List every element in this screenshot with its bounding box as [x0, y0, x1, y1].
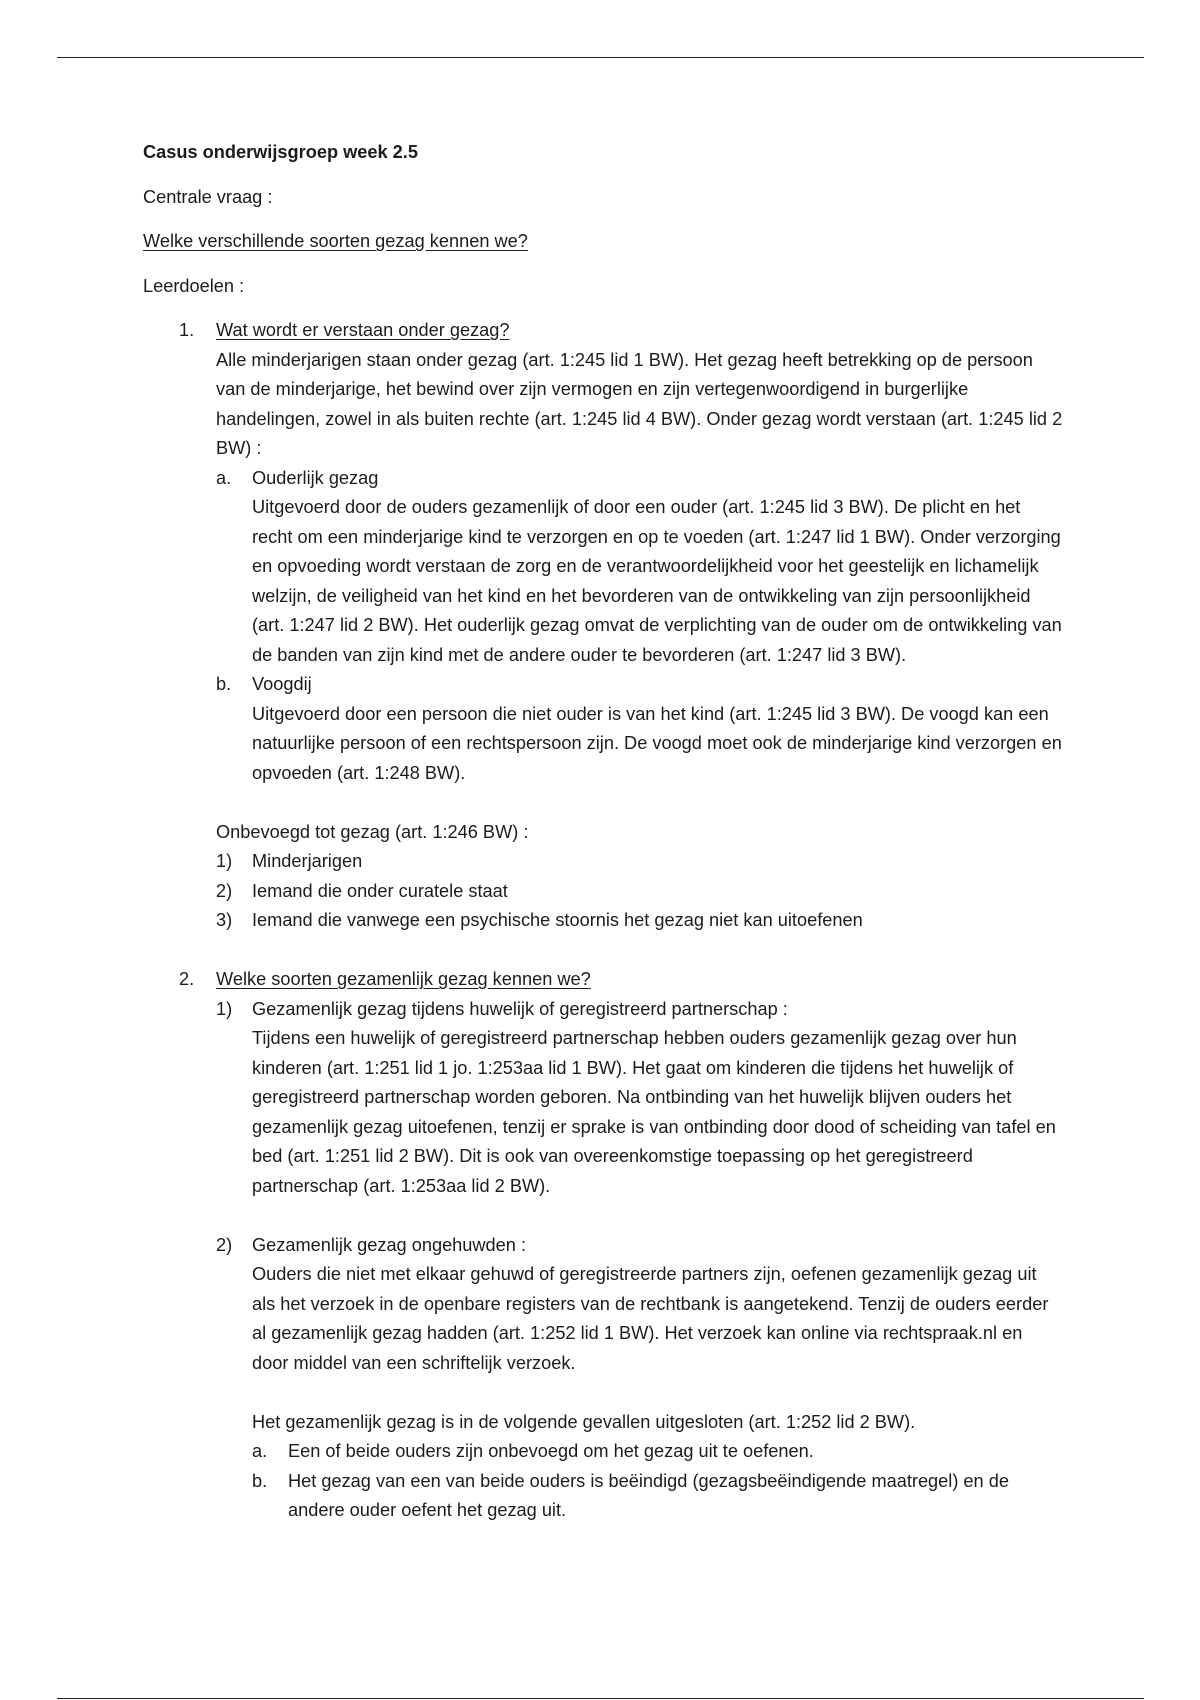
document-body — [143, 138, 1063, 1526]
footer-rule — [57, 1698, 1144, 1699]
learning-goals-label: Leerdoelen : — [143, 275, 245, 296]
list-item-title: Gezamenlijk gezag tijdens huwelijk of geregistreerd partnerschap : — [252, 998, 788, 1019]
list-item-marker: 1) — [216, 998, 233, 1019]
list-item-marker: 3) — [216, 910, 233, 930]
list-item-title: Ouderlijk gezag — [252, 467, 379, 488]
central-question: Welke verschillende soorten gezag kennen we? — [143, 231, 528, 251]
list-item-body: Uitgevoerd door een persoon die niet ouder is van het kind (art. 1:245 lid 3 BW). De voogd kan een natuurlijke persoon of een rechtspersoon zijn. De voogd moet ook de minderjarige kind verzorgen en opvoeden (art. 1:248 BW). — [252, 703, 1062, 783]
central-question-label: Centrale vraag : — [143, 186, 273, 207]
question-2 — [143, 965, 1063, 1526]
list-item-text: Iemand die onder curatele staat — [252, 880, 508, 901]
question-2-number: 2. — [179, 969, 195, 989]
question-1-heading: Wat wordt er verstaan onder gezag? — [216, 320, 510, 340]
list-item-text: Het gezag van een van beide ouders is beëindigd (gezagsbeëindigende maatregel) en de andere ouder oefent het gezag uit. — [288, 1470, 1009, 1520]
document-title: Casus onderwijsgroep week 2.5 — [143, 142, 418, 162]
header-rule — [57, 57, 1144, 58]
list-item-text: Een of beide ouders zijn onbevoegd om het gezag uit te oefenen. — [288, 1441, 814, 1461]
list-item-marker: 2) — [216, 1234, 233, 1255]
incompetent-label: Onbevoegd tot gezag (art. 1:246 BW) : — [216, 821, 529, 842]
question-2-heading: Welke soorten gezamenlijk gezag kennen we? — [216, 969, 591, 989]
list-item-text: Minderjarigen — [252, 851, 363, 871]
list-item — [216, 847, 1063, 877]
list-item — [216, 906, 1063, 936]
list-item-marker: 2) — [216, 880, 233, 901]
list-item-text: Iemand die vanwege een psychische stoornis het gezag niet kan uitoefenen — [252, 910, 863, 930]
list-item-gezag-ongehuwden — [216, 1231, 1063, 1526]
list-item-body: Uitgevoerd door de ouders gezamenlijk of door een ouder (art. 1:245 lid 3 BW). De plicht en het recht om een minderjarige kind te verzorgen en op te voeden (art. 1:247 lid 1 BW). Onder verzorging en opvoeding wordt verstaan de zorg en de verantwoordelijkheid voor het geestelijk en lichamelijk welzijn, de veiligheid van het kind en het bevorderen van de ontwikkeling van zijn persoonlijkheid (art. 1:247 lid 2 BW). Het ouderlijk gezag omvat de verplichting van de ouder om de ontwikkeling van de banden van zijn kind met de andere ouder te bevorderen (art. 1:247 lid 3 BW). — [252, 497, 1062, 665]
list-item-title: Gezamenlijk gezag ongehuwden : — [252, 1234, 527, 1255]
excluded-label: Het gezamenlijk gezag is in de volgende gevallen uitgesloten (art. 1:252 lid 2 BW). — [252, 1411, 916, 1432]
list-item-voogdij — [216, 670, 1063, 788]
list-item-marker: 1) — [216, 851, 233, 871]
question-1-body: Alle minderjarigen staan onder gezag (art. 1:245 lid 1 BW). Het gezag heeft betrekking op de persoon van de minderjarige, het bewind over zijn vermogen en zijn vertegenwoordigend in burgerlijke handelingen, zowel in als buiten rechte (art. 1:245 lid 4 BW). Onder gezag wordt verstaan (art. 1:245 lid 2 BW) : — [216, 349, 1063, 458]
list-item-marker: b. — [216, 674, 232, 694]
question-1-number: 1. — [179, 320, 195, 340]
list-item-body: Ouders die niet met elkaar gehuwd of geregistreerde partners zijn, oefenen gezamenlijk gezag uit als het verzoek in de openbare registers van de rechtbank is aangetekend. Tenzij de ouders eerder al gezamenlijk gezag hadden (art. 1:252 lid 1 BW). Het verzoek kan online via rechtspraak.nl en door middel van een schriftelijk verzoek. — [252, 1264, 1049, 1373]
question-1 — [143, 316, 1063, 936]
list-item-body: Tijdens een huwelijk of geregistreerd partnerschap hebben ouders gezamenlijk gezag over hun kinderen (art. 1:251 lid 1 jo. 1:253aa lid 1 BW). Het gaat om kinderen die tijdens het huwelijk of geregistreerd partnerschap worden geboren. Na ontbinding van het huwelijk blijven ouders het gezamenlijk gezag uitoefenen, tenzij er sprake is van ontbinding door dood of scheiding van tafel en bed (art. 1:251 lid 2 BW). Dit is ook van overeenkomstige toepassing op het geregistreerd partnerschap (art. 1:253aa lid 2 BW). — [252, 1028, 1056, 1196]
list-item-ouderlijk-gezag — [216, 464, 1063, 671]
list-item-marker: a. — [252, 1441, 268, 1461]
list-item — [252, 1467, 1063, 1526]
list-item-marker: a. — [216, 467, 232, 488]
list-item — [252, 1437, 1063, 1467]
list-item-title: Voogdij — [252, 674, 312, 694]
list-item-marker: b. — [252, 1470, 268, 1491]
list-item-gezag-huwelijk — [216, 995, 1063, 1202]
list-item — [216, 877, 1063, 907]
